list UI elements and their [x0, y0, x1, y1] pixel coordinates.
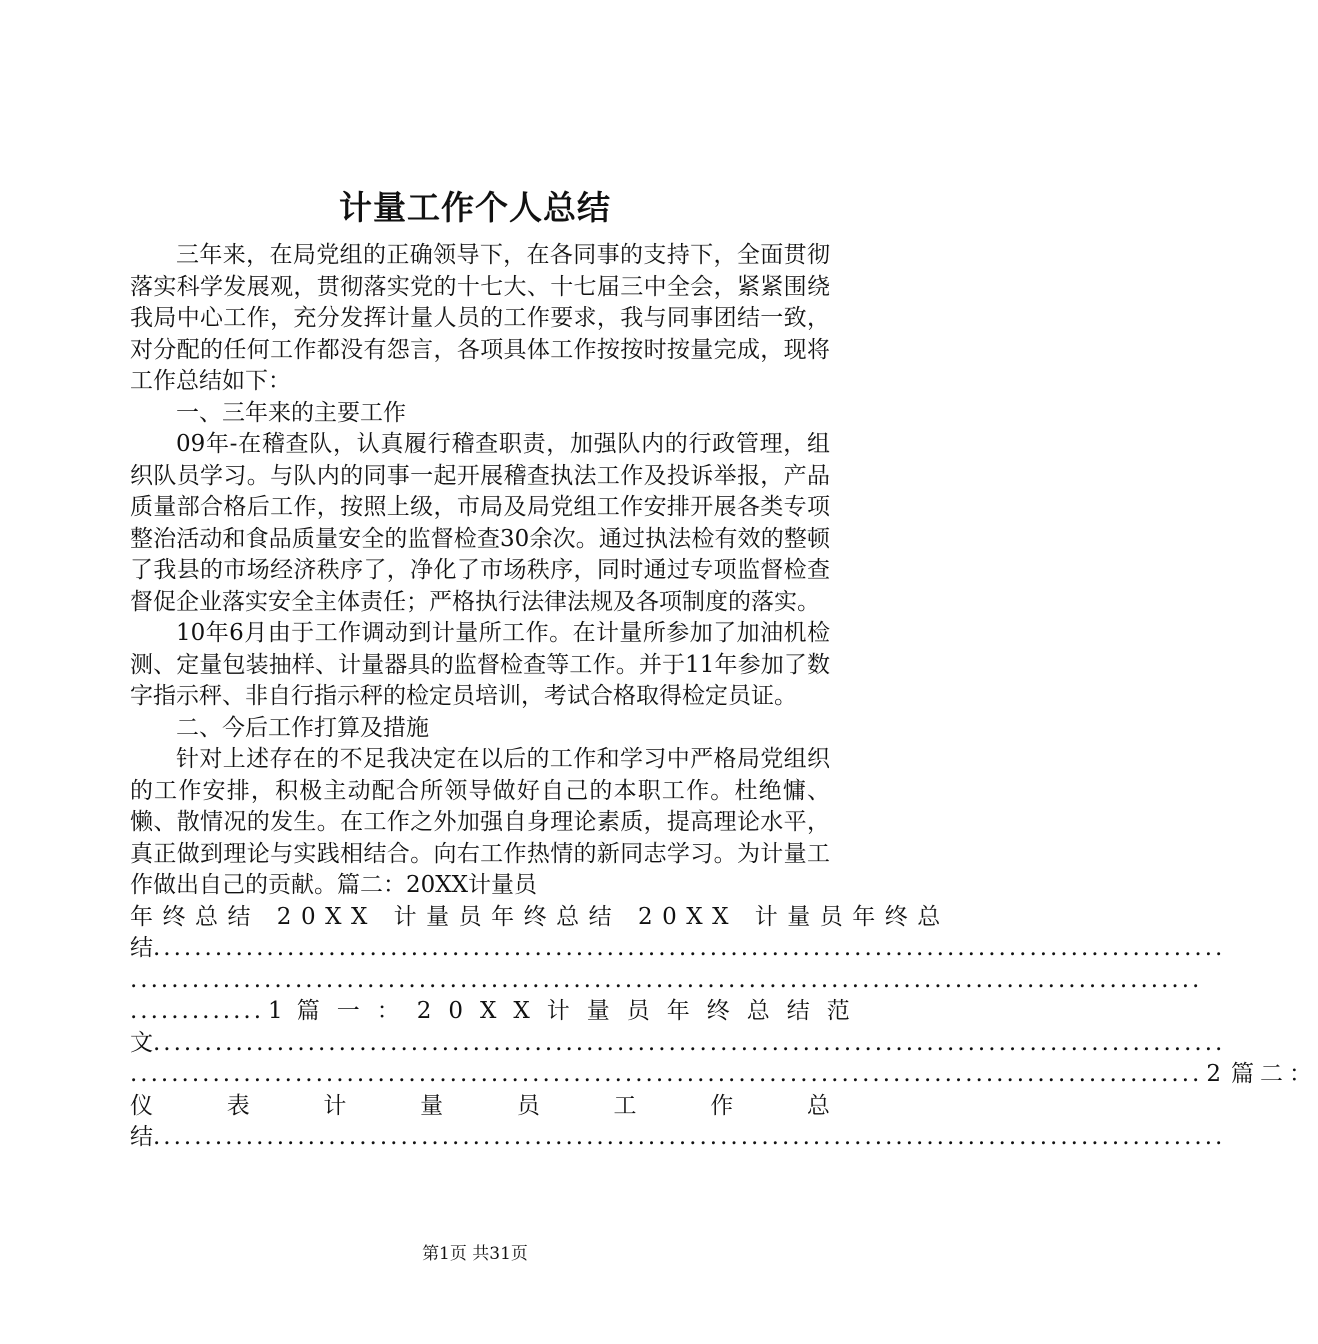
section-2-heading: 二、今后工作打算及措施	[176, 714, 429, 741]
section-2-paragraph-1: 针对上述存在的不足我决定在以后的工作和学习中严格局党组织的工作安排，积极主动配合所领导做好自己的本职工作。杜绝慵、懒、散情况的发生。在工作之外加强自身理论素质，提高理论水平，真正做到理论与实践相结合。向右工作热情的新同志学习。为计量工作做出自己的贡献。篇二：20XX计量员	[130, 746, 830, 898]
toc-entry-3-lead: 结	[130, 1124, 153, 1150]
section-1-paragraph-1: 09年-在稽查队，认真履行稽查职责，加强队内的行政管理，组织队员学习。与队内的同事一起开展稽查执法工作及投诉举报，产品质量部合格后工作，按照上级，市局及局党组工作安排开展各类专项整治活动和食品质量安全的监督检查30余次。通过执法检有效的整顿了我县的市场经济秩序了，净化了市场秩序，同时通过专项监督检查督促企业落实安全主体责任；严格执行法律法规及各项制度的落实。	[130, 431, 830, 615]
toc-entry-1-page: 1	[268, 998, 283, 1024]
toc-entry-3	[130, 1122, 1226, 1154]
toc-entry-3-char: 仪	[130, 1092, 153, 1119]
toc-entry-1-dots-3: .............	[130, 998, 265, 1024]
page-footer: 第1页 共31页	[422, 1244, 528, 1264]
toc-entry-1	[130, 933, 1226, 965]
toc-entry-1-dots: ........................................................................................................	[153, 935, 1226, 961]
toc-entry-3-char: 员	[516, 1092, 540, 1119]
toc-line-1-text: 年终总结 20XX 计量员年终总结 20XX 计量员年终总	[130, 903, 950, 930]
toc-entry-2-lead: 文	[130, 1029, 153, 1056]
document-title: 计量工作个人总结	[339, 188, 611, 227]
document-body	[130, 240, 1318, 1154]
toc-entry-1-lead: 结	[130, 935, 153, 961]
toc-entry-2-dots: ........................................................................................................	[153, 1029, 1226, 1056]
toc-entry-3-char: 表	[226, 1092, 250, 1119]
toc-entry-3-char: 量	[420, 1092, 444, 1119]
toc-entry-2-page-line	[130, 1059, 1318, 1091]
toc-entry-3-char: 工	[613, 1092, 637, 1119]
toc-entry-3-label: 篇二：	[1231, 1061, 1318, 1087]
toc-entry-1-page-line	[130, 996, 867, 1028]
toc-entry-3-char: 作	[710, 1092, 734, 1119]
toc-entry-2-label: 篇一：20XX计量员年终总结范	[296, 998, 867, 1024]
toc-line-1	[130, 902, 950, 934]
toc-entry-1-continued	[130, 965, 1203, 997]
toc-entry-2-page: 2	[1206, 1061, 1221, 1087]
section-1-paragraph-2: 10年6月由于工作调动到计量所工作。在计量所参加了加油机检测、定量包装抽样、计量器具的监督检查等工作。并于11年参加了数字指示秤、非自行指示秤的检定员培训，考试合格取得检定员证。	[130, 620, 830, 709]
toc-entry-2	[130, 1028, 1226, 1060]
toc-entry-3-char: 计	[323, 1092, 347, 1119]
toc-entry-1-dots-2: ........................................................................................................	[130, 966, 1203, 993]
toc-entry-3-char: 总	[806, 1092, 830, 1119]
toc-entry-3-title-line	[130, 1091, 830, 1123]
section-1-heading: 一、三年来的主要工作	[176, 399, 406, 426]
toc-entry-2-dots-2: ........................................................................................................	[130, 1061, 1203, 1087]
intro-paragraph: 三年来，在局党组的正确领导下，在各同事的支持下，全面贯彻落实科学发展观，贯彻落实党的十七大、十七届三中全会，紧紧围绕我局中心工作，充分发挥计量人员的工作要求，我与同事团结一致，对分配的任何工作都没有怨言，各项具体工作按按时按量完成，现将工作总结如下：	[130, 242, 830, 394]
toc-entry-3-dots: ........................................................................................................	[153, 1124, 1226, 1150]
